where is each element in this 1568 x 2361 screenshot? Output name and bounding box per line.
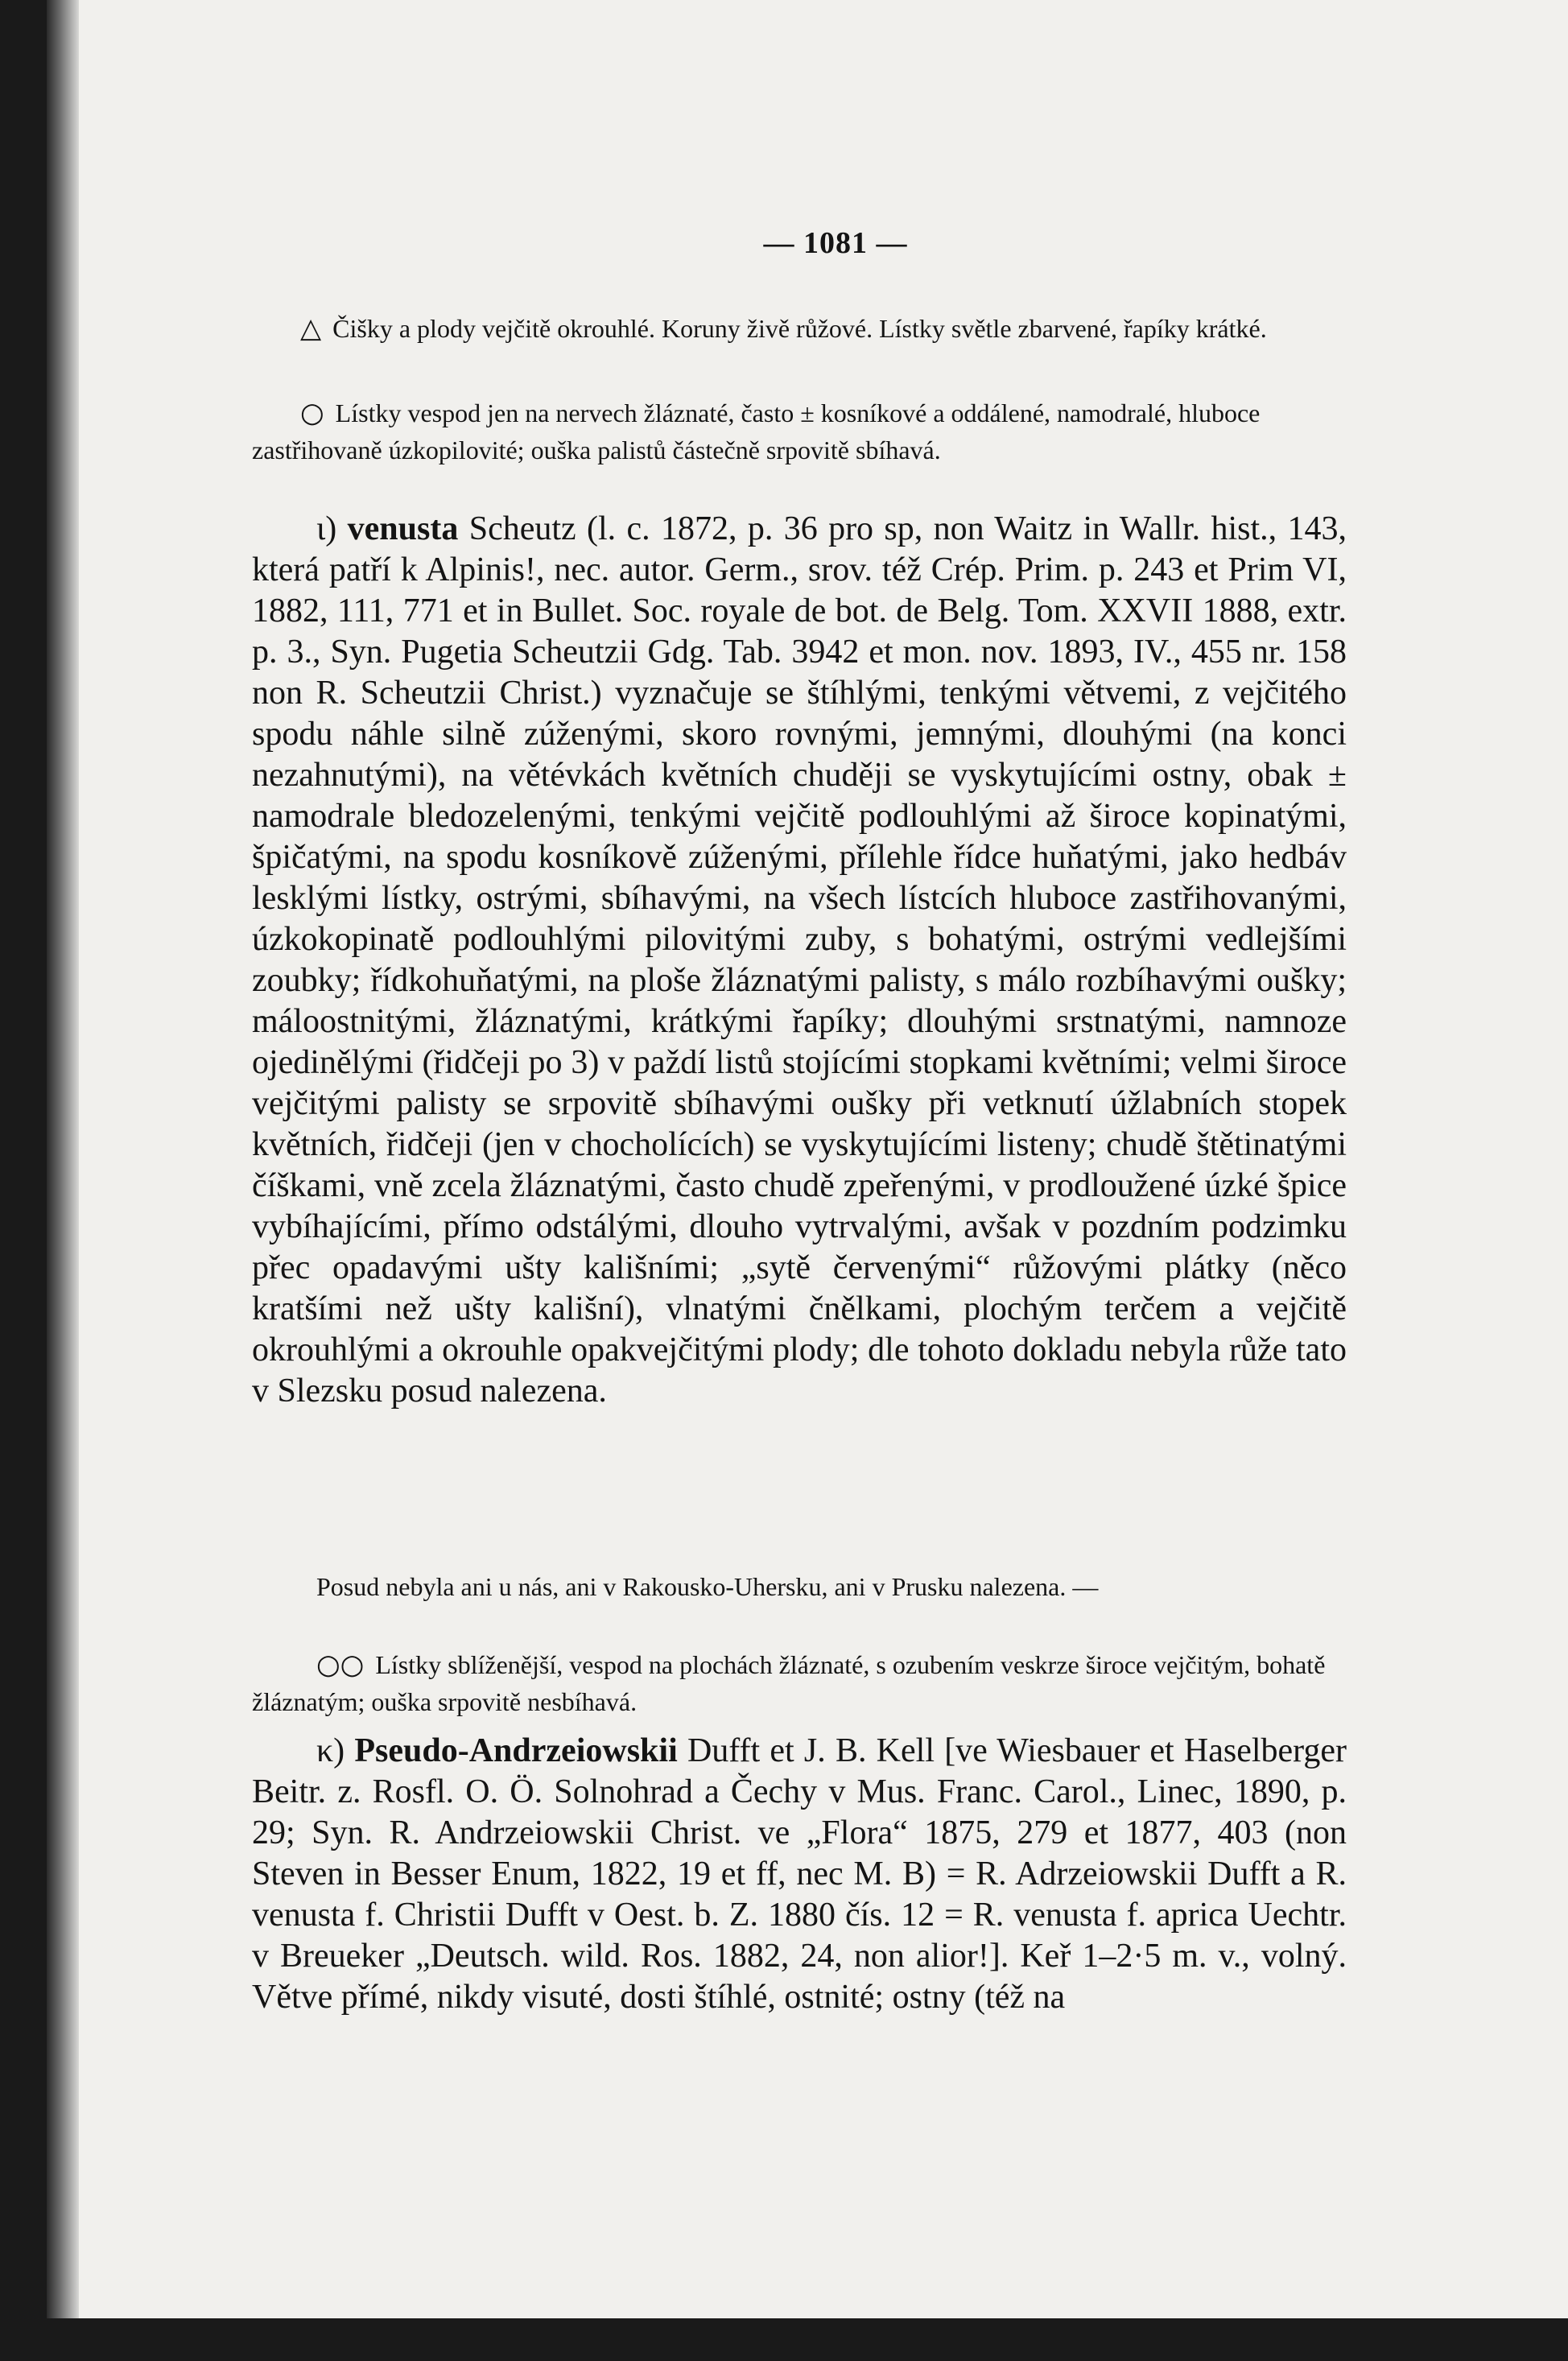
entry-text: Scheutz (l. c. 1872, p. 36 pro sp, non Waitz in Wallr. hist., 143, která patří k Alpinis!, nec. autor. Germ., srov. též Crép. Prim. p. 243 et Prim VI, 1882, 111, 771 et in Bullet. Soc. royale de bot. de Belg. Tom. XXVII 1888, extr. p. 3., Syn. Pugetia Scheutzii Gdg. Tab. 3942 et mon. nov. 1893, IV., 455 nr. 158 non R. Scheutzii Christ.) vyznačuje se štíhlými, tenkými větvemi, z vejčitého spodu náhle silně zúženými, skoro rovnými, jemnými, dlouhými (na konci nezahnutými), na větévkách květních chuději se vyskytujícími ostny, obak ± namodrale bledozelenými, tenkými vejčitě podlouhlými až široce kopinatými, špičatými, na spodu kosníkově zúženými, přílehle řídce huňatými, jako hedbáv lesklými lístky, ostrými, sbíhavými, na všech lístcích hluboce zastřihovanými, úzkokopinatě podlouhlými pilovitými zuby, s bohatými, ostrými vedlejšími zoubky; řídkohuňatými, na ploše žláznatými palisty, s málo rozbíhavými oušky; máloostnitými, žláznatými, krátkými řapíky; dlouhými srstnatými, namnoze ojedinělými (řidčeji po 3) v paždí listů stojícími stopkami květními; velmi široce vejčitými palisty se srpovitě sbíhavými oušky při vetknutí úžlabních stopek květních, řidčeji (jen v chocholících) se vyskytujícími listeny; chudě štětinatými číškami, vně zcela žláznatými, často chudě zpeřenými, v prodloužené úzké špice vybíhajícími, přímo odstálými, dlouho vytrvalými, avšak v pozdním podzimku přec opadavými ušty kališními; „sytě červenými“ růžovými plátky (něco kratšími než ušty kališní), vlnatými čnělkami, plochým terčem a vejčitě okrouhlými a okrouhle opakvejčitými plody; dle tohoto dokladu nebyla růže tato v Slezsku posud nalezena.: [252, 510, 1347, 1410]
note-circle: [252, 394, 1347, 478]
page-number: — 1081 —: [763, 226, 908, 260]
entry-venusta: [252, 509, 1347, 1422]
entry-pseudo-andrzeiowskii: [252, 1731, 1347, 2028]
note-circle-text: Lístky vespod jen na nervech žláznaté, často ± kosníkové a oddálené, namodralé, hluboce zastřihovaně úzkopilovité; ouška palistů částečně srpovitě sbíhavá.: [252, 398, 1261, 464]
double-circle-icon: ○○: [316, 1649, 365, 1681]
species-name: Pseudo-Andrzeiowskii: [354, 1732, 678, 1769]
note-distribution: [252, 1568, 1347, 1615]
circle-icon: ○: [300, 397, 324, 429]
entry-label: κ): [316, 1732, 345, 1769]
entry-text: Dufft et J. B. Kell [ve Wiesbauer et Haselberger Beitr. z. Rosfl. O. Ö. Solnohrad a Čechy v Mus. Franc. Carol., Linec, 1890, p. 29; Syn. R. Andrzeiowskii Christ. ve „Flora“ 1875, 279 et 1877, 403 (non Steven in Besser Enum, 1822, 19 et ff, nec M. B) = R. Adrzeiowskii Dufft a R. venusta f. Christii Dufft v Oest. b. Z. 1880 čís. 12 = R. venusta f. aprica Uechtr. v Breueker „Deutsch. wild. Ros. 1882, 24, non alior!]. Keř 1–2·5 m. v., volný. Větve přímé, nikdy visuté, dosti štíhlé, ostnité; ostny (též na: [252, 1732, 1347, 2016]
entry-label: ι): [316, 510, 337, 547]
page-gutter-shadow: [47, 0, 79, 2318]
species-name: venusta: [347, 510, 459, 547]
note-double-circle: [252, 1646, 1347, 1730]
note-triangle: [252, 310, 1347, 357]
note-double-circle-text: Lístky sblíženější, vespod na plochách žláznaté, s ozubením veskrze široce vejčitým, bohatě žláznatým; ouška srpovitě nesbíhavá.: [252, 1650, 1326, 1716]
triangle-icon: △: [300, 312, 322, 345]
note-triangle-text: Čišky a plody vejčitě okrouhlé. Koruny živě růžové. Lístky světle zbarvené, řapíky krátké.: [332, 314, 1267, 343]
book-page: [47, 0, 1568, 2318]
note-distribution-text: Posud nebyla ani u nás, ani v Rakousko-Uhersku, ani v Prusku nalezena. —: [316, 1572, 1099, 1601]
